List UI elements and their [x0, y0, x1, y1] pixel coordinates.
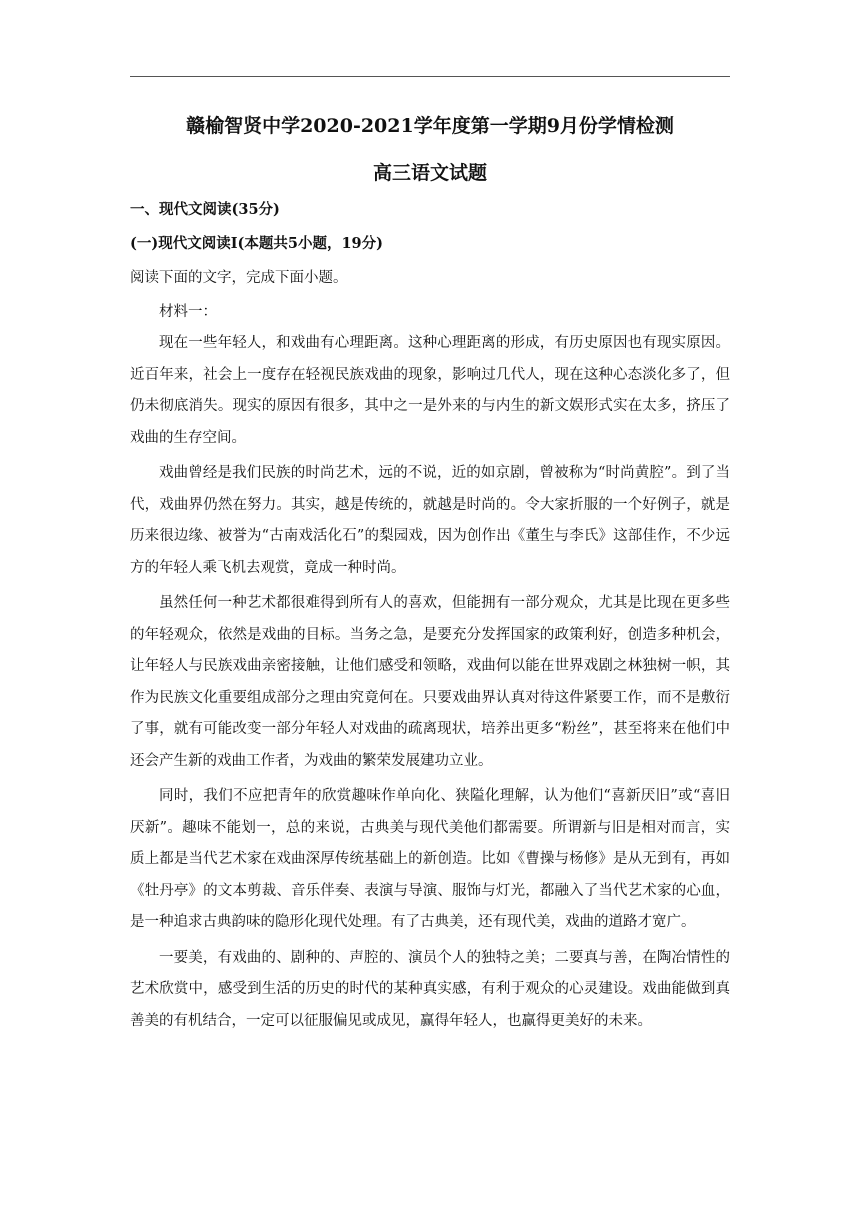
paragraph: 现在一些年轻人，和戏曲有心理距离。这种心理距离的形成，有历史原因也有现实原因。近百年来，社会上一度存在轻视民族戏曲的现象，影响过几代人，现在这种心态淡化多了，但仍未彻底消失。现实的原因有很多，其中之一是外来的与内生的新文娱形式实在太多，挤压了戏曲的生存空间。 — [130, 335, 730, 446]
paragraph: 虽然任何一种艺术都很难得到所有人的喜欢，但能拥有一部分观众，尤其是比现在更多些的年轻观众，依然是戏曲的目标。当务之急，是要充分发挥国家的政策利好，创造多种机会，让年轻人与民族戏曲亲密接触，让他们感受和领略，戏曲何以能在世界戏剧之林独树一帜，其作为民族文化重要组成部分之理由究竟何在。只要戏曲界认真对待这件紧要工作，而不是敷衍了事，就有可能改变一部分年轻人对戏曲的疏离现状，培养出更多“粉丝”，甚至将来在他们中还会产生新的戏曲工作者，为戏曲的繁荣发展建功立业。 — [130, 595, 730, 769]
paragraph: 戏曲曾经是我们民族的时尚艺术，远的不说，近的如京剧，曾被称为“时尚黄腔”。到了当代，戏曲界仍然在努力。其实，越是传统的，就越是时尚的。令大家折服的一个好例子，就是历来很边缘、被誉为“古南戏活化石”的梨园戏，因为创作出《董生与李氏》这部佳作，不少远方的年轻人乘飞机去观赏，竟成一种时尚。 — [130, 465, 730, 576]
paragraph: 一要美，有戏曲的、剧种的、声腔的、演员个人的独特之美；二要真与善，在陶冶情性的艺术欣赏中，感受到生活的历史的时代的某种真实感，有利于观众的心灵建设。戏曲能做到真善美的有机结合，一定可以征服偏见或成见，赢得年轻人，也赢得更美好的未来。 — [130, 949, 730, 1029]
subsection-heading: (一)现代文阅读Ⅰ(本题共5小题，19分) — [130, 235, 383, 252]
paragraph: 同时，我们不应把青年的欣赏趣味作单向化、狭隘化理解，认为他们“喜新厌旧”或“喜旧厌新”。趣味不能划一，总的来说，古典美与现代美他们都需要。所谓新与旧是相对而言，实质上都是当代艺术家在戏曲深厚传统基础上的新创造。比如《曹操与杨修》是从无到有，再如《牡丹亭》的文本剪裁、音乐伴奏、表演与导演、服饰与灯光，都融入了当代艺术家的心血，是一种追求古典韵味的隐形化现代处理。有了古典美，还有现代美，戏曲的道路才宽广。 — [130, 788, 730, 930]
exam-subtitle: 高三语文试题 — [372, 162, 487, 184]
section-heading: 一、现代文阅读(35分) — [130, 201, 280, 218]
exam-title: 赣榆智贤中学2020-2021学年度第一学期9月份学情检测 — [186, 115, 674, 137]
header-rule — [130, 76, 730, 77]
document-body — [130, 112, 730, 1037]
reading-instruction: 阅读下面的文字，完成下面小题。 — [130, 270, 348, 286]
material-label: 材料一： — [159, 304, 217, 320]
